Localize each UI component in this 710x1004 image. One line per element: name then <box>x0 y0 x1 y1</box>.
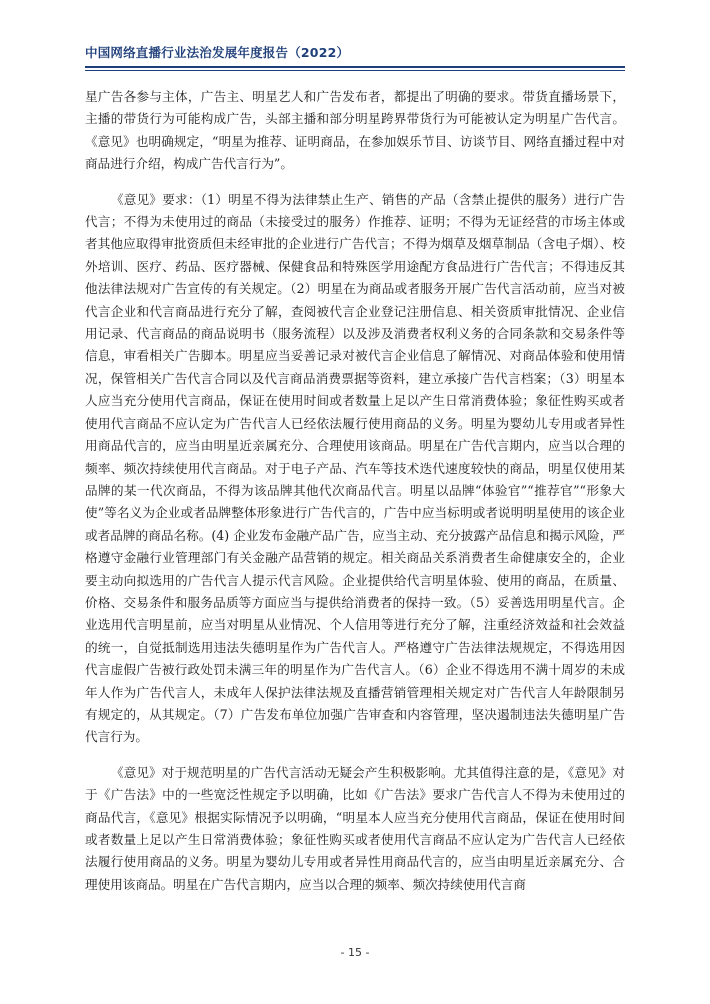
paragraph-continuation: 星广告各参与主体，广告主、明星艺人和广告发布者，都提出了明确的要求。带货直播场景下，主播的带货行为可能构成广告，头部主播和部分明星跨界带货行为可能被认定为明星广告代言。《意见》也明确规定，“明星为推荐、证明商品，在参加娱乐节目、访谈节目、网络直播过程中对商品进行介绍，构成广告代言行为”。 <box>85 89 625 172</box>
paragraph-opinion-requirements: 《意见》要求：（1）明星不得为法律禁止生产、销售的产品（含禁止提供的服务）进行广告代言；不得为未使用过的商品（未接受过的服务）作推荐、证明；不得为无证经营的市场主体或者其他应取得审批资质但未经审批的企业进行广告代言；不得为烟草及烟草制品（含电子烟）、校外培训、医疗、药品、医疗器械、保健食品和特殊医学用途配方食品进行广告代言；不得违反其他法律法规对广告宣传的有关规定。（2）明星在为商品或者服务开展广告代言活动前，应当对被代言企业和代言商品进行充分了解，查阅被代言企业登记注册信息、相关资质审批情况、企业信用记录、代言商品的商品说明书（服务流程）以及涉及消费者权利义务的合同条款和交易条件等信息，审看相关广告脚本。明星应当妥善记录对被代言企业信息了解情况、对商品体验和使用情况，保管相关广告代言合同以及代言商品消费票据等资料，建立承接广告代言档案；（3）明星本人应当充分使用代言商品，保证在使用时间或者数量上足以产生日常消费体验；象征性购买或者使用代言商品不应认定为广告代言人已经依法履行使用商品的义务。明星为婴幼儿专用或者异性用商品代言的，应当由明星近亲属充分、合理使用该商品。明星在广告代言期内，应当以合理的频率、频次持续使用代言商品。对于电子产品、汽车等技术迭代速度较快的商品，明星仅使用某品牌的某一代次商品，不得为该品牌其他代次商品代言。明星以品牌“体验官”“推荐官”“形象大使”等名义为企业或者品牌整体形象进行广告代言的，广告中应当标明或者说明明星使用的该企业或者品牌的商品名称。(4) 企业发布金融产品广告，应当主动、充分披露产品信息和揭示风险，严格遵守金融行业管理部门有关金融产品营销的规定。相关商品关系消费者生命健康安全的，企业要主动向拟选用的广告代言人提示代言风险。企业提供给代言明星体验、使用的商品，在质量、价格、交易条件和服务品质等方面应当与提供给消费者的保持一致。（5）妥善选用明星代言。企业选用代言明星前，应当对明星从业情况、个人信用等进行充分了解，注重经济效益和社会效益的统一，自觉抵制选用违法失德明星作为广告代言人。严格遵守广告法律法规规定，不得选用因代言虚假广告被行政处罚未满三年的明星作为广告代言人。（6）企业不得选用不满十周岁的未成年人作为广告代言人，未成年人保护法律法规及直播营销管理相关规定对广告代言人年龄限制另有规定的，从其规定。（7）广告发布单位加强广告审查和内容管理，坚决遏制违法失德明星广告代言行为。 <box>85 191 625 745</box>
page-number: - 15 - <box>340 946 370 959</box>
paragraph-opinion-impact: 《意见》对于规范明星的广告代言活动无疑会产生积极影响。尤其值得注意的是，《意见》对于《广告法》中的一些宽泛性规定予以明确，比如《广告法》要求广告代言人不得为未使用过的商品代言，《意见》根据实际情况予以明确，“明星本人应当充分使用代言商品，保证在使用时间或者数量上足以产生日常消费体验；象征性购买或者使用代言商品不应认定为广告代言人已经依法履行使用商品的义务。明星为婴幼儿专用或者异性用商品代言的，应当由明星近亲属充分、合理使用该商品。明星在广告代言期内，应当以合理的频率、频次持续使用代言商 <box>85 764 625 892</box>
header-rule <box>85 66 625 68</box>
report-title: 中国网络直播行业法治发展年度报告（2022） <box>85 45 350 60</box>
running-header <box>85 44 625 71</box>
page-body <box>85 86 625 896</box>
header-rule-thin <box>85 70 625 71</box>
